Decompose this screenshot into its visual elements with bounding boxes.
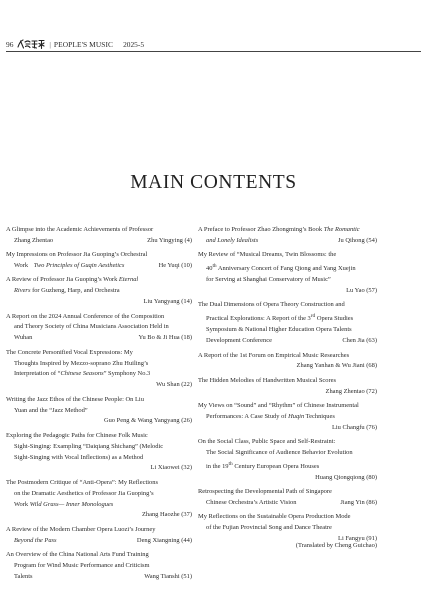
contents-entry[interactable]: [6, 275, 192, 308]
contents-entry[interactable]: [198, 401, 377, 434]
entry-title-line: Chinese Orchestra’s Artistic Vision: [206, 499, 297, 507]
entry-title-line: An Overview of the China National Arts Fund Training: [6, 550, 149, 558]
contents-entry[interactable]: [6, 348, 192, 392]
entry-title-line: The Concrete Personified Vocal Expressions: My: [6, 348, 133, 356]
entry-author: Yu Bo & Ji Hua (18): [138, 334, 192, 342]
contents-entry[interactable]: [198, 225, 377, 247]
contents-entry[interactable]: [198, 376, 377, 398]
entry-author: Li Fangyu (91): [338, 535, 377, 543]
title-text: Techniques: [304, 412, 335, 420]
entry-title-line: [14, 261, 124, 272]
work-title: Wild Grass— Inner Monologues: [29, 500, 114, 508]
work-title: Eternal: [118, 276, 139, 284]
entry-title-line: The Dual Dimensions of Opera Theory Construction and: [198, 301, 345, 309]
title-text: Work: [14, 500, 30, 508]
header-separator: |: [49, 39, 51, 49]
entry-title-line: Exploring the Pedagogic Paths for Chinese Folk Music: [6, 431, 148, 439]
magazine-logo: [17, 38, 46, 50]
work-title: Beyond the Pass: [14, 536, 57, 544]
entry-author: Chen Jia (63): [342, 337, 377, 345]
entry-title-line: Program for Wind Music Performance and Criticism: [14, 561, 150, 569]
entry-title-line: My Views on “Sound” and “Rhythm” of Chinese Instrumental: [198, 401, 359, 409]
page-title: MAIN CONTENTS: [130, 172, 297, 193]
entry-title-line: [6, 275, 192, 286]
entry-title-line: Sight-Singing: Exampling “Daiqiang Shichang” (Melodic: [14, 442, 164, 450]
entry-byline: [6, 536, 192, 547]
entry-title-line: Retrospecting the Developmental Path of Singapore: [198, 488, 332, 496]
entry-title-line: Writing the Jazz Ethos of the Chinese People: On Liu: [6, 395, 144, 403]
entry-title-line: Sight-Singing with Vocal Inflections) as a Method: [14, 453, 144, 461]
title-text: for Guzheng, Harp, and Orchestra: [30, 287, 120, 295]
entry-byline: [198, 498, 377, 509]
entry-author: Guo Peng & Wang Yangyang (26): [103, 417, 192, 425]
contents-entry[interactable]: [6, 525, 192, 547]
page-header: [6, 37, 144, 51]
entry-author: Wu Shan (22): [156, 381, 192, 389]
entry-title-line: A Report of the 1st Forum on Empirical Music Researches: [198, 351, 350, 359]
contents-right-column: [198, 225, 377, 549]
contents-entry[interactable]: [6, 478, 192, 522]
entry-author: He Yuqi (10): [158, 262, 192, 270]
entry-title-line: A Report on the 2024 Annual Conference of the Composition: [6, 312, 165, 320]
page-number: 96: [6, 39, 14, 49]
entry-title-line: [6, 369, 192, 380]
entry-title-line: Zhang Zhentao: [14, 236, 54, 244]
issue-number: 2025-5: [123, 39, 145, 49]
ordinal-suffix: th: [212, 263, 217, 270]
contents-left-column: [6, 225, 192, 586]
ordinal-suffix: th: [228, 460, 233, 467]
entry-author: Wang Tianshi (51): [144, 572, 192, 580]
contents-entry[interactable]: [6, 550, 192, 583]
entry-title-line: Wuhan: [14, 334, 33, 342]
entry-byline: [198, 236, 377, 247]
entry-title-line: of the Fujian Provincial Song and Dance Theatre: [206, 524, 332, 532]
work-title: Two Principles of Guqin Aesthetics: [33, 262, 125, 270]
contents-entry[interactable]: [6, 395, 192, 428]
entry-byline: [6, 333, 192, 344]
entry-title-line: and Theory Society of China Musicians Association Held in: [14, 323, 169, 331]
entry-title-line: Talents: [14, 572, 33, 580]
work-title: and Lonely Idealists: [206, 236, 259, 244]
entry-author: Jiang Yin (86): [340, 499, 377, 507]
contents-entry[interactable]: [198, 250, 377, 297]
entry-title-line: Development Conference: [206, 337, 272, 345]
entry-title-line: The Social Significance of Audience Behavior Evolution: [206, 448, 353, 456]
translator-credit: (Translated by Cheng Guichao): [295, 542, 377, 549]
title-text: in the 19: [206, 462, 229, 470]
title-text: A Preface to Professor Zhao Zhongming’s Book: [198, 226, 324, 233]
title-text: Opera Studies: [315, 315, 354, 323]
entry-author: Zhang Zhentao (72): [325, 387, 377, 395]
contents-entry[interactable]: [198, 437, 377, 484]
ordinal-suffix: rd: [310, 313, 316, 320]
contents-entry[interactable]: [6, 312, 192, 345]
entry-author: Ju Qihong (54): [338, 236, 377, 244]
title-text: Work: [14, 262, 30, 270]
entry-title-line: The Postmodern Critique of “Anti-Opera”: My Reflections: [6, 478, 158, 486]
work-title: Chinese Seasons: [60, 370, 104, 378]
entry-author: Liu Changfu (76): [331, 423, 377, 431]
entry-title-line: Thoughts Inspired by Mezzo-soprano Zhu Huiling’s: [14, 359, 149, 367]
entry-author: Huang Qiongqiong (80): [315, 473, 377, 481]
contents-entry[interactable]: [198, 300, 377, 347]
contents-entry[interactable]: [6, 225, 192, 247]
work-title: The Romantic: [323, 226, 360, 233]
magazine-name: PEOPLE'S MUSIC: [53, 39, 114, 49]
entry-title-line: for Serving at Shanghai Conservatory of Music”: [206, 276, 331, 284]
contents-entry[interactable]: [6, 250, 192, 272]
entry-byline: [6, 572, 192, 583]
entry-title-line: The Hidden Melodies of Handwritten Musical Scores: [198, 376, 337, 384]
title-text: 40: [206, 265, 213, 273]
title-text: Century European Opera Houses: [232, 462, 320, 470]
entry-title-line: [6, 286, 192, 297]
entry-title-line: A Review of the Modern Chamber Opera Luozi’s Journey: [6, 525, 156, 533]
work-title: Huqin: [288, 412, 305, 420]
entry-title-line: A Glimpse into the Academic Achievements of Professor: [6, 226, 154, 233]
contents-entry[interactable]: [6, 431, 192, 475]
entry-author: Li Xiaowei (32): [150, 464, 192, 472]
entry-author: Zhang Haozhe (37): [141, 511, 192, 519]
entry-author: Zhang Yanhan & Wu Jiani (68): [296, 362, 377, 370]
entry-title-line: [198, 412, 377, 423]
header-rule: [6, 51, 421, 52]
entry-byline: [6, 261, 192, 272]
contents-entry[interactable]: [198, 487, 377, 509]
entry-title-line: on the Dramatic Aesthetics of Professor Jia Guoping’s: [14, 489, 154, 497]
title-text: ” Symphony No.3: [103, 370, 151, 378]
title-text: Anniversary Concert of Fang Qiong and Yang Xuejin: [216, 265, 356, 273]
title-text: A Review of Professor Jia Guoping’s Work: [6, 276, 119, 284]
entry-author: Liu Yangyang (14): [143, 298, 192, 306]
entry-title-line: My Impressions on Professor Jia Guoping’s Orchestral: [6, 251, 148, 259]
work-title: Rivers: [14, 287, 31, 295]
title-text: Performances: A Case Study of: [206, 412, 289, 420]
entry-title-line: [6, 500, 192, 511]
entry-title-line: Symposium & National Higher Education Opera Talents: [206, 326, 352, 334]
entry-author: Lu Yao (57): [346, 287, 377, 295]
title-text: Interpretation of “: [14, 370, 61, 378]
title-text: Practical Explorations: A Report of the 3: [206, 315, 311, 323]
entry-title-line: My Reflections on the Sustainable Opera Production Mode: [198, 513, 351, 521]
entry-title-line: [198, 261, 377, 275]
contents-entry[interactable]: [198, 512, 377, 545]
entry-author: Zhu Yingying (4): [147, 236, 192, 244]
entry-byline: [6, 236, 192, 247]
contents-entry[interactable]: [198, 351, 377, 373]
entry-title-line: [198, 225, 377, 236]
entry-title-line: My Review of “Musical Dreams, Twin Blossoms: the: [198, 251, 337, 259]
entry-title-line: [198, 311, 377, 325]
entry-byline: [198, 336, 377, 347]
entry-title-line: Yuan and the “Jazz Method”: [14, 406, 88, 414]
entry-title-line: On the Social Class, Public Space and Self-Restraint:: [198, 438, 336, 446]
entry-title-line: [198, 459, 377, 473]
entry-author: Deng Xiangning (44): [136, 536, 192, 544]
